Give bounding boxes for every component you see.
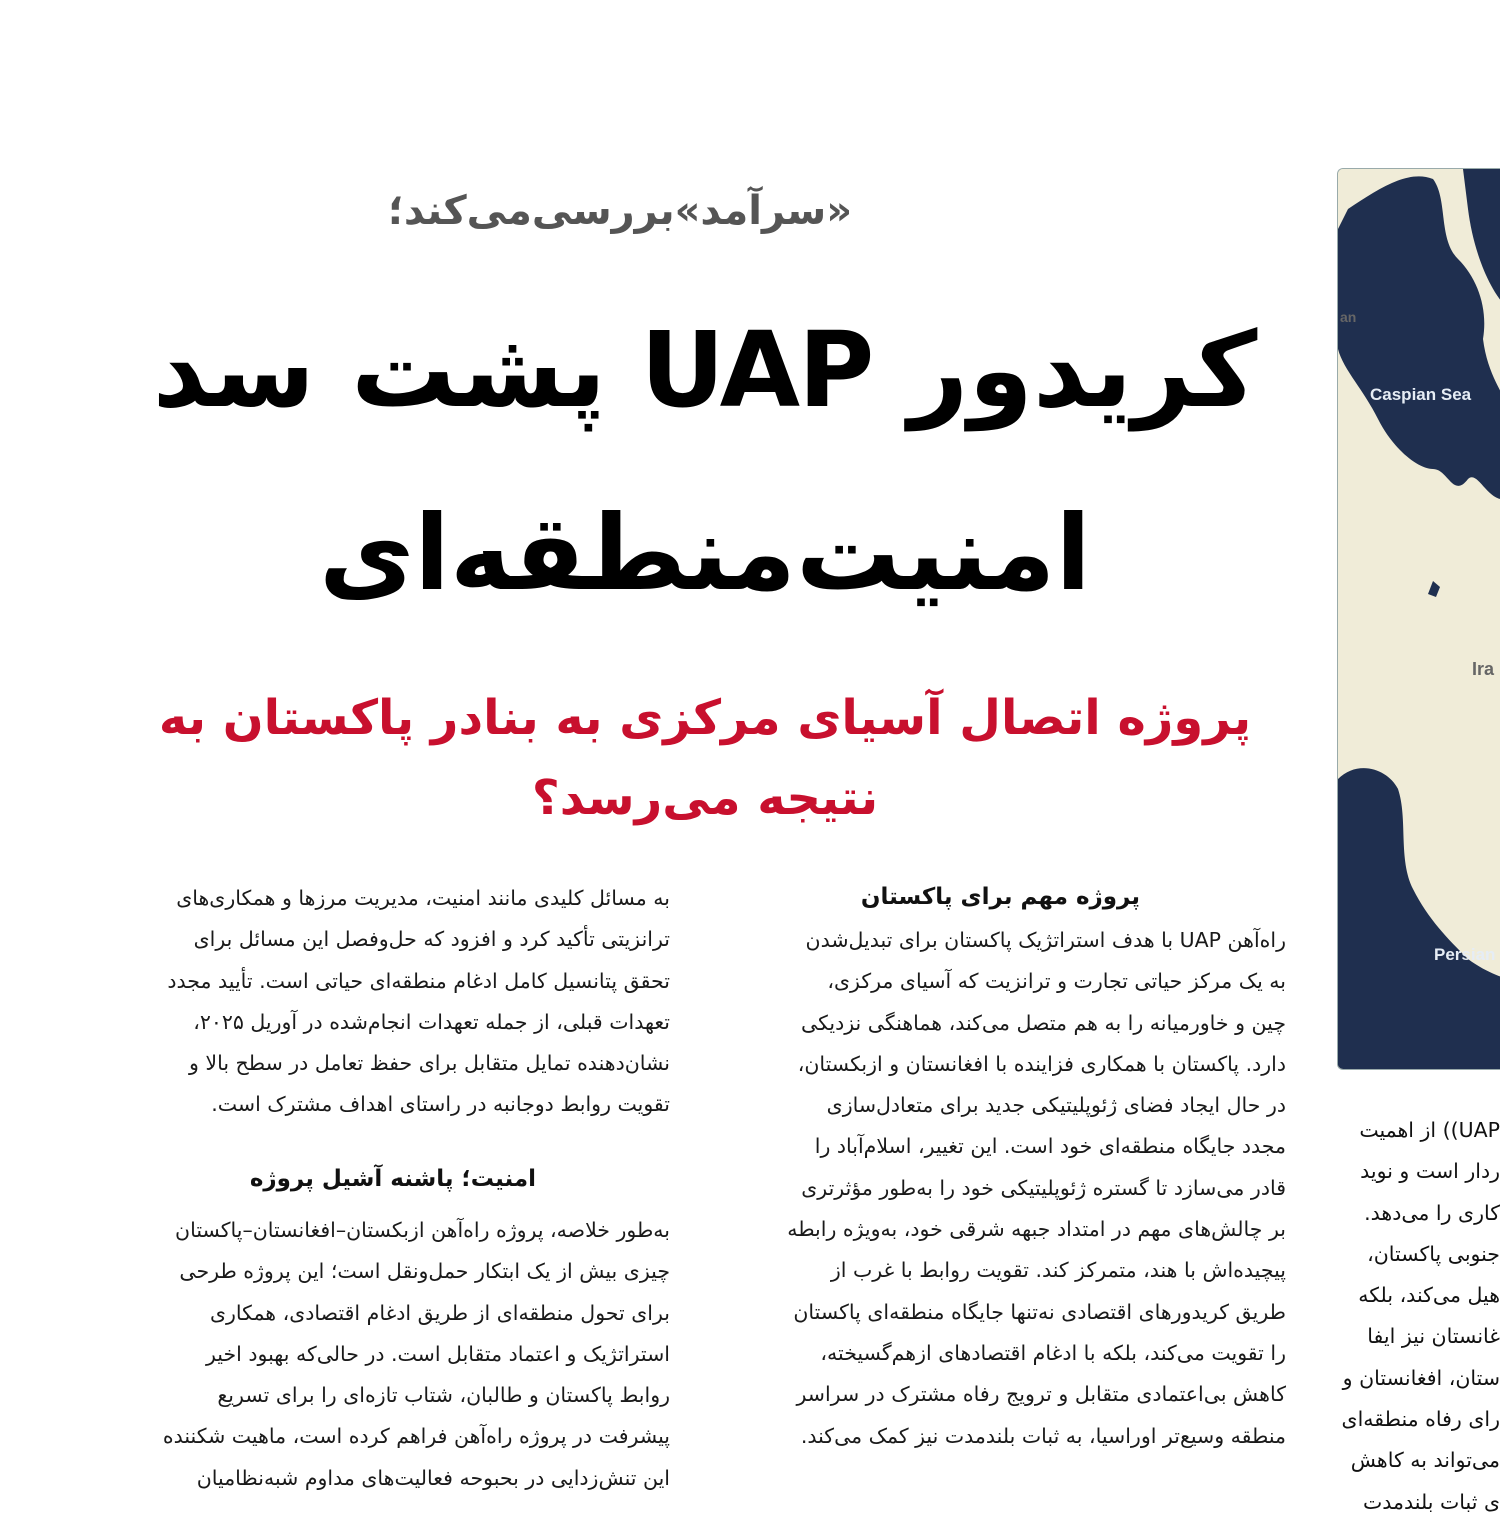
headline-line-2: امنیت‌منطقه‌ای (318, 492, 1092, 614)
article-line: منطقه وسیع‌تر اوراسیا، به ثبات بلندمدت نیز کمک می‌کند. (800, 1423, 1286, 1448)
article-line: تحقق پتانسیل کامل ادغام منطقه‌ای حیاتی است. تأیید مجدد (167, 968, 670, 993)
article-line: طریق کریدورهای اقتصادی نه‌تنها جایگاه منطقه‌ای پاکستان (793, 1299, 1286, 1324)
subheadline-line-1: پروژه اتصال آسیای مرکزی به بنادر پاکستان به (158, 690, 1252, 746)
side-line: UAP)) از اهمیت (1359, 1118, 1500, 1142)
subheadline-line-2: نتیجه می‌رسد؟ (531, 770, 879, 826)
side-column (1337, 1110, 1500, 1523)
article-line: روابط پاکستان و طالبان، شتاب تازه‌ای را برای تسریع (217, 1383, 670, 1408)
section-title-pakistan: پروژه مهم برای پاکستان (860, 884, 1140, 910)
headline-line-1: کریدور UAP پشت سد (152, 309, 1258, 431)
article-line: ترانزیتی تأکید کرد و افزود که حل‌وفصل این مسائل برای (193, 927, 670, 952)
article-line: به مسائل کلیدی مانند امنیت، مدیریت مرزها و همکاری‌های (176, 886, 670, 910)
map-shapes (1338, 169, 1500, 1069)
article-line: پیشرفت در پروژه راه‌آهن فراهم کرده است، ماهیت شکننده (162, 1424, 670, 1449)
article-line: تقویت روابط دوجانبه در راستای اهداف مشترک است. (211, 1092, 670, 1117)
side-line: غانستان نیز ایفا (1367, 1324, 1500, 1349)
article-line: مجدد جایگاه منطقه‌ای خود است. این تغییر، اسلام‌آباد را (814, 1134, 1286, 1159)
side-line: جنوبی پاکستان، (1367, 1241, 1500, 1266)
map-label-persian-gulf: Persian (1434, 945, 1496, 964)
article-line: را تقویت می‌کند، بلکه با ادغام اقتصادهای ازهم‌گسیخته، (820, 1340, 1286, 1365)
article-line: راه‌آهن UAP با هدف استراتژیک پاکستان برای تبدیل‌شدن (805, 928, 1286, 952)
article-line: بر چالش‌های مهم در امتداد جبهه شرقی خود، به‌ویژه رابطه (787, 1217, 1286, 1242)
side-line: ی ثبات بلندمدت (1363, 1489, 1500, 1514)
article-line: به‌طور خلاصه، پروژه راه‌آهن ازبکستان–افغانستان–پاکستان (175, 1218, 670, 1242)
side-line: هیل می‌کند، بلکه (1358, 1283, 1500, 1308)
article-line: قادر می‌سازد تا گستره ژئوپلیتیکی خود را به‌طور مؤثرتری (801, 1175, 1286, 1200)
side-line: ستان، افغانستان و (1342, 1365, 1500, 1390)
map-label-caspian: Caspian Sea (1370, 385, 1472, 404)
side-line: می‌تواند به کاهش (1350, 1448, 1500, 1473)
article-line: به یک مرکز حیاتی تجارت و ترانزیت که آسیای مرکزی، (827, 969, 1286, 994)
section-title-security: امنیت؛ پاشنه آشیل پروژه (249, 1166, 536, 1192)
article-column-right (720, 920, 1286, 1457)
article-line: دارد. پاکستان با همکاری فزاینده با افغانستان و ازبکستان، (797, 1051, 1286, 1076)
article-line: چین و خاورمیانه را به هم متصل می‌کند، هماهنگی نزدیکی (800, 1010, 1286, 1035)
article-line: کاهش بی‌اعتمادی متقابل و ترویج رفاه مشترک در سراسر (796, 1382, 1286, 1407)
article-line: پیچیده‌اش با هند، متمرکز کند. تقویت روابط با غرب از (830, 1258, 1286, 1283)
side-line: ردار است و نوید (1360, 1159, 1500, 1184)
article-line: تعهدات قبلی، از جمله تعهدات انجام‌شده در آوریل ۲۰۲۵، (193, 1009, 670, 1034)
article-line: نشان‌دهنده تمایل متقابل برای حفظ تعامل در سطح بالا و (188, 1051, 670, 1076)
region-map (1337, 168, 1500, 1070)
article-column-left-top (108, 878, 670, 1126)
side-column-clip (1337, 1100, 1500, 1528)
article-line: این تنش‌زدایی در بحبوحه فعالیت‌های مداوم شبه‌نظامیان (196, 1465, 670, 1490)
article-line: برای تحول منطقه‌ای از طریق ادغام اقتصادی، همکاری (209, 1300, 670, 1325)
side-line: کاری را می‌دهد. (1364, 1200, 1500, 1225)
side-line: رای رفاه منطقه‌ای (1341, 1407, 1500, 1432)
article-line: در حال ایجاد فضای ژئوپلیتیکی جدید برای متعادل‌سازی (826, 1093, 1286, 1118)
article-line: استراتژیک و اعتماد متقابل است. در حالی‌که بهبود اخیر (206, 1341, 670, 1366)
map-label-iran: Ira (1472, 659, 1495, 679)
map-label-partial: an (1340, 309, 1357, 325)
kicker: «سرآمد»بررسی‌می‌کند؛ (387, 188, 853, 234)
article-column-left-bottom (108, 1210, 670, 1499)
article-line: چیزی بیش از یک ابتکار حمل‌ونقل است؛ این پروژه طرحی (179, 1259, 670, 1284)
